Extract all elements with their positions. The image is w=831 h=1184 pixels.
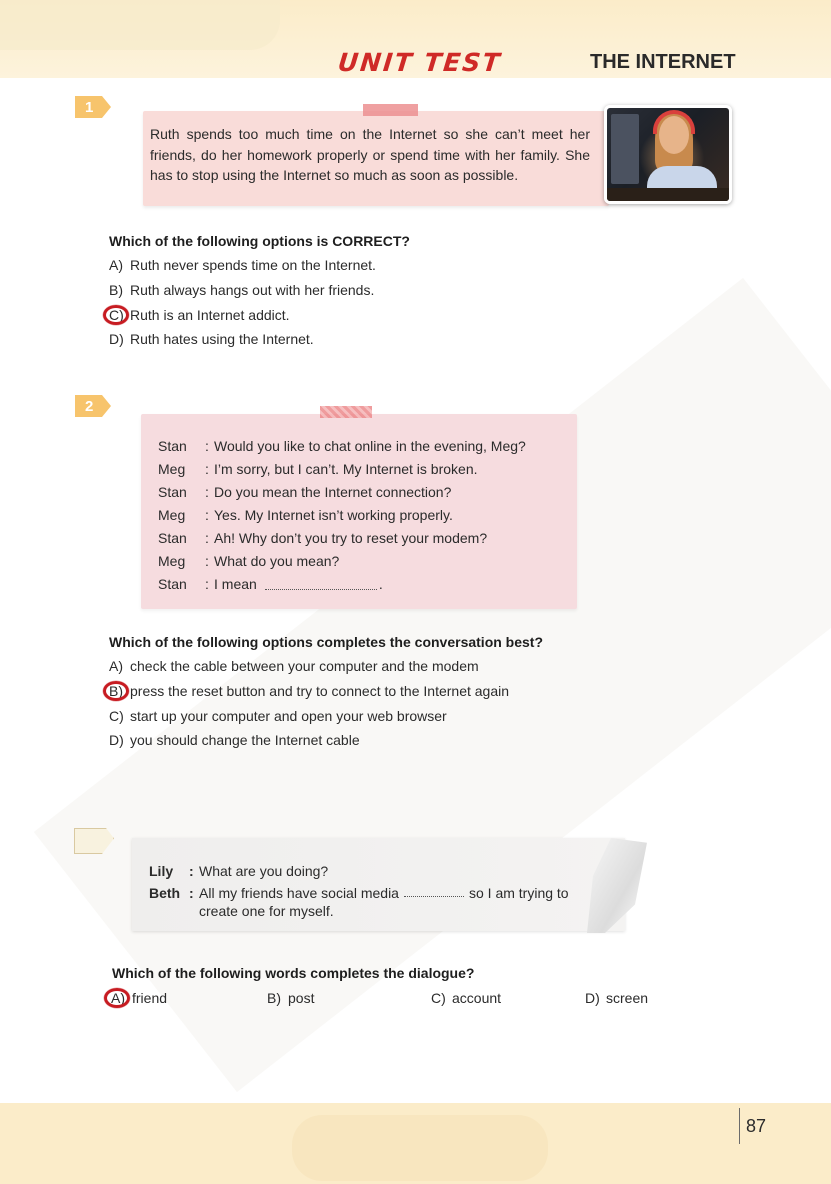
q1-stem: Which of the following options is CORRECT?	[109, 233, 410, 249]
q3-stem: Which of the following words completes the dialogue?	[112, 965, 475, 981]
headphones-icon	[653, 110, 695, 134]
q2-stem: Which of the following options completes the conversation best?	[109, 634, 544, 650]
q1-option-d[interactable]: D) Ruth hates using the Internet.	[109, 331, 314, 347]
answer-blank	[404, 885, 464, 897]
q2-dialogue-card	[141, 414, 577, 609]
dialogue-line: Meg : What do you mean?	[158, 553, 340, 569]
answer-circle-mark	[103, 305, 129, 325]
q3-option-d[interactable]: D) screen	[585, 990, 649, 1006]
unit-test-title: UNIT TEST	[336, 48, 504, 77]
page-curl-decoration	[587, 838, 647, 933]
q3-option-b[interactable]: B) post	[267, 990, 315, 1006]
dialogue-line: Lily : What are you doing?	[149, 863, 329, 879]
q1-option-c[interactable]: C) Ruth is an Internet addict.	[109, 307, 290, 323]
page-number: 87	[739, 1108, 766, 1144]
q3-dialogue-card	[132, 838, 625, 931]
q2-option-a[interactable]: A) check the cable between your computer and the modem	[109, 658, 479, 674]
answer-blank	[265, 578, 377, 590]
footer-band	[0, 1103, 831, 1184]
q3-option-c[interactable]: C) account	[431, 990, 502, 1006]
q1-passage: Ruth spends too much time on the Internet so she can’t meet her friends, do her homework properly or spend time with her family. She has to stop using the Internet so much as soon as possible.	[150, 126, 590, 183]
answer-circle-mark	[103, 681, 129, 701]
girl-at-computer-photo	[604, 105, 732, 204]
q1-passage-card	[143, 111, 609, 206]
dialogue-line: Beth : All my friends have social media so I am trying to	[149, 885, 569, 901]
q3-option-a[interactable]: A) friend	[111, 990, 168, 1006]
q2-option-b[interactable]: B) press the reset button and try to connect to the Internet again	[109, 683, 510, 699]
tape-decoration	[363, 104, 418, 116]
dialogue-line: create one for myself.	[199, 903, 334, 919]
dialogue-line: Meg : I’m sorry, but I can’t. My Internet is broken.	[158, 461, 478, 477]
tape-decoration	[320, 406, 372, 418]
answer-circle-mark	[104, 988, 130, 1008]
dialogue-line: Stan : Do you mean the Internet connection?	[158, 484, 452, 500]
dialogue-line: Stan : Would you like to chat online in the evening, Meg?	[158, 438, 526, 454]
question-2-number: 2	[75, 395, 111, 417]
q2-option-d[interactable]: D) you should change the Internet cable	[109, 732, 360, 748]
dialogue-line: Meg : Yes. My Internet isn’t working properly.	[158, 507, 453, 523]
question-1-number: 1	[75, 96, 111, 118]
unit-topic-title: THE INTERNET	[590, 51, 736, 73]
q1-option-b[interactable]: B) Ruth always hangs out with her friends.	[109, 282, 375, 298]
dialogue-line: Stan : I mean .	[158, 576, 383, 592]
dialogue-line: Stan : Ah! Why don’t you try to reset your modem?	[158, 530, 488, 546]
q1-option-a[interactable]: A) Ruth never spends time on the Internet.	[109, 257, 376, 273]
q2-option-c[interactable]: C) start up your computer and open your web browser	[109, 708, 447, 724]
